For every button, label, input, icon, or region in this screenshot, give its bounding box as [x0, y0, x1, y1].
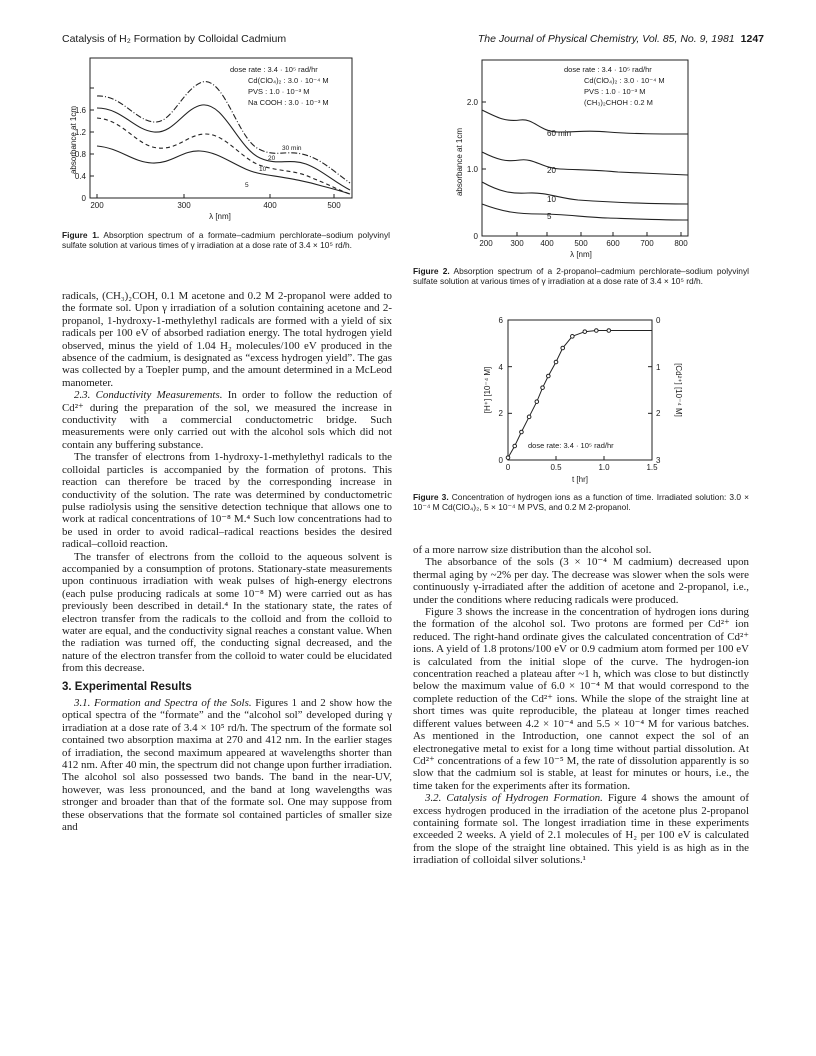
fig1-curve-30min — [97, 82, 350, 183]
fig2-ytick-0: 0 — [473, 232, 478, 241]
paragraph-electron-transfer: The transfer of electrons from 1-hydroxy-1-methylethyl radicals to the colloidal particles is accompanied by the formation of protons. This reaction can therefore be traced by the corresponding increase in conductivity of the solution. The rate was determined by conductometric pulse radiolysis using the sensitive detection technique that allows one to work at radical concentrations of 10⁻⁸ M.⁴ Such low concentrations had to be used in order to avoid radical–radical reactions besides the desired radical–colloid reaction. — [62, 451, 392, 551]
fig1-xtick-1: 300 — [177, 201, 191, 210]
fig1-xtick-3: 500 — [327, 201, 341, 210]
fig3-data-point — [506, 456, 510, 460]
fig2-xtick-4: 600 — [606, 239, 620, 248]
fig2-xtick-3: 500 — [574, 239, 588, 248]
fig1-label-20: 20 — [268, 155, 276, 162]
fig3-ytick-1: 2 — [498, 409, 503, 418]
fig3-data-point — [547, 374, 551, 378]
section-2-3-text: In order to follow the reduction of Cd²⁺ during the preparation of the sol, we measured the increase in conductivity with a commercial conductometric bridge. Such measurements were only carried out with the alcohol sols which did not contain any buffering substance. — [62, 389, 392, 451]
fig2-label-5: 5 — [547, 212, 552, 221]
fig3-data-point — [513, 444, 517, 448]
fig2-label-60min: 60 min — [547, 129, 572, 138]
fig3-xtick-0: 0 — [505, 463, 511, 472]
fig2-xtick-5: 700 — [640, 239, 654, 248]
fig3-data-point — [561, 346, 565, 350]
fig2-legend-2: PVS : 1.0 · 10⁻³ M — [584, 87, 646, 96]
page-number: 1247 — [740, 33, 764, 45]
fig2-legend-1: Cd(ClO₄)₂ : 3.0 · 10⁻⁴ M — [584, 76, 665, 85]
section-3-1-text: Figures 1 and 2 show how the optical spectra of the “formate” and the “alcohol sol” developed during γ irradiation at a dose rate of 3.4 × 10⁵ rd/h. The spectrum of the formate sol contained two absorption maxima at 270 and 412 nm. In the earlier stages of irradiation, the second maximum appeared at wavelengths shorter than 412 nm. After 40 min, the spectrum did not change upon further irradiation. The alcohol sol also possessed two bands. The band in the near-UV, however, was less pronounced, and the band at long wavelengths was stronger and broader than that of the formate sol. One may suppose from these observations that the formate sol contained particles of smaller size and — [62, 697, 392, 834]
fig2-curve-10 — [482, 182, 688, 204]
fig1-xtick-0: 200 — [90, 201, 104, 210]
fig3-xtick-1: 0.5 — [550, 463, 562, 472]
fig1-label-10: 10 — [259, 166, 267, 173]
fig2-label-10: 10 — [547, 195, 556, 204]
figure-3-caption-text: Concentration of hydrogen ions as a function of time. Irradiated solution: 3.0 × 10⁻⁴ M Cd(ClO₄)₂, 5 × 10⁻⁴ M PVS, and 0.2 M 2-propanol. — [413, 492, 750, 513]
figure-3-caption — [413, 492, 749, 512]
fig1-legend-0: dose rate : 3.4 · 10⁵ rad/hr — [230, 65, 318, 74]
section-2-3 — [62, 389, 392, 451]
fig3-data-point — [541, 386, 545, 390]
running-header-title: Catalysis of H₂ Formation by Colloidal Cadmium — [62, 33, 287, 45]
fig1-ytick-1: 0.4 — [74, 172, 86, 181]
section-3-1 — [62, 697, 392, 833]
fig3-ytick-right-3: 3 — [656, 456, 661, 465]
fig1-label-5: 5 — [245, 182, 249, 189]
fig3-ylabel-right: [Cd²⁺] [10⁻⁴ M] — [674, 363, 683, 417]
fig3-ytick-0: 0 — [498, 456, 503, 465]
figure-3-plot — [470, 308, 690, 488]
fig1-curve-20 — [97, 105, 350, 190]
fig3-ytick-right-1: 1 — [656, 363, 661, 372]
paragraph-radicals: radicals, (CH₃)₂COH, 0.1 M acetone and 0.2 M 2-propanol were added to the formate sol. Upon γ irradiation of a solution containing acetone and 2-propanol, 1-hydroxy-1-methylethyl radicals are formed with a yield of six radicals per 100 eV of absorbed radiation energy. The total hydrogen yield observed, minus the yield of 1.04 H₂ molecules/100 eV produced in the absence of the cadmium, is designated as “excess hydrogen yield”. The gas was collected by a Toepler pump, and the amount determined in a McLeod manometer. — [62, 290, 392, 389]
fig3-data-point — [554, 360, 558, 364]
paragraph-absorbance-aging: The absorbance of the sols (3 × 10⁻⁴ M cadmium) decreased upon thermal aging by ~2% per day. The decrease was slower when the sols were continuously γ-irradiated after the addition of acetone and 2-propanol, i.e., under the conditions where reducing radicals were produced. — [413, 556, 749, 606]
figure-2-caption — [413, 266, 749, 286]
fig3-data-point — [607, 329, 611, 333]
fig3-data-point — [583, 330, 587, 334]
section-3-1-title: 3.1. Formation and Spectra of the Sols. — [74, 697, 252, 709]
fig1-legend-1: Cd(ClO₄)₂ : 3.0 · 10⁻⁴ M — [248, 76, 329, 85]
fig3-ytick-right-0: 0 — [656, 316, 661, 325]
fig3-annotation: dose rate: 3.4 · 10⁵ rad/hr — [528, 441, 614, 450]
paragraph-size-distribution: of a more narrow size distribution than the alcohol sol. — [413, 544, 652, 556]
fig3-data-point — [535, 400, 539, 404]
fig2-ylabel: absorbance at 1cm — [455, 127, 464, 197]
fig1-xlabel: λ [nm] — [209, 212, 231, 221]
figure-1-caption-label: Figure 1. — [62, 230, 100, 240]
fig1-ytick-2: 0.8 — [74, 150, 86, 159]
section-3-heading: 3. Experimental Results — [62, 680, 192, 693]
section-3-2 — [413, 792, 749, 866]
fig3-data-point — [527, 415, 531, 419]
section-3-2-title: 3.2. Catalysis of Hydrogen Formation. — [425, 792, 603, 805]
figure-1-caption — [62, 230, 390, 250]
fig2-curve-60min — [482, 110, 688, 134]
figure-2-caption-label: Figure 2. — [413, 266, 450, 276]
running-header-journal — [478, 33, 764, 45]
fig3-ytick-right-2: 2 — [656, 409, 661, 418]
journal-citation: The Journal of Physical Chemistry, Vol. 85, No. 9, 1981 — [477, 33, 735, 45]
fig3-ytick-3: 6 — [498, 316, 503, 325]
fig3-xtick-2: 1.0 — [598, 463, 610, 472]
fig2-xlabel: λ [nm] — [570, 250, 592, 259]
figure-1-plot — [62, 50, 362, 228]
paragraph-figure-3: Figure 3 shows the increase in the concentration of hydrogen ions during the formation of the alcohol sol. Two protons are formed per Cd²⁺ ion reduced. The right-hand ordinate gives the calculated concentration of Cd²⁺ ions. A yield of 1.8 protons/100 eV or 0.9 cadmium atom formed per 100 eV is calculated from the initial slope of the curve. The hydrogen-ion concentration reached a plateau after ~1 h, which was close to but distinctly below the maximum value of 6.0 × 10⁻⁴ M that would correspond to the complete reduction of the Cd²⁺ ions. While the slope of the straight line at short times was quite reproducible, the plateau at longer times reached different values between 4.2 × 10⁻⁴ and 5.5 × 10⁻⁴ M for various batches. As mentioned in the Introduction, one cannot expect the sol of an electronegative metal to exist for a long time without partial dissolution. At Cd²⁺ concentrations of a few 10⁻⁵ M, the rate of dissolution apparently is so slow that the cadmium sol is stable, at least for minutes or hours, i.e., the time taken for the experiments after its formation. — [413, 606, 749, 792]
fig1-ytick-0: 0 — [81, 194, 86, 203]
fig3-ylabel: [H⁺] [10⁻⁴ M] — [483, 366, 492, 414]
fig1-ylabel: absorbance at 1cm — [69, 105, 78, 175]
fig3-data-point — [571, 335, 575, 339]
fig2-curve-20 — [482, 152, 688, 175]
fig2-xtick-1: 300 — [510, 239, 524, 248]
figure-3 — [470, 308, 690, 488]
fig2-legend-3: (CH₃)₂CHOH : 0.2 M — [584, 98, 653, 107]
fig2-xtick-2: 400 — [540, 239, 554, 248]
section-2-3-title: 2.3. Conductivity Measurements. — [74, 389, 223, 402]
left-column-text — [62, 290, 392, 833]
fig2-xtick-6: 800 — [674, 239, 688, 248]
paragraph-stationary-state: The transfer of electrons from the colloid to the aqueous solvent is accompanied by a consumption of protons. Stationary-state measurements upon continuous irradiation with weak pulses of high-energy electrons (each pulse producing radicals at some 10⁻⁸ M) were carried out as has previously been described in detail.⁴ In the stationary state, the rates of electron transfer from the radicals to the colloid and from the colloid to water are equal, and the conductivity signal reaches a constant value. When the radiation was turned off, the conducting signal decreased, and the nature of the electron transfer from the colloid to water could be elucidated from this decrease. — [62, 550, 392, 675]
fig1-ytick-3: 1.2 — [74, 128, 86, 137]
fig3-xlabel: t [hr] — [571, 475, 589, 484]
figure-1 — [62, 50, 362, 228]
fig2-curve-5 — [482, 204, 688, 220]
fig3-data-point — [520, 430, 524, 434]
section-3-2-text: Figure 4 shows the amount of excess hydrogen produced in the irradiation of the acetone plus 2-propanol containing formate sol. The longest irradiation time in these experiments exceeded 2 weeks. A yield of 2.1 molecules of H₂ per 100 eV is calculated from the slope of the straight line obtained. This yield is as high as in the irradiation of colloidal silver solutions.¹ — [413, 792, 749, 867]
fig2-xtick-0: 200 — [479, 239, 493, 248]
fig3-xtick-3: 1.5 — [646, 463, 658, 472]
fig2-ytick-1: 1.0 — [466, 165, 478, 174]
fig1-label-30min: 30 min — [282, 145, 302, 152]
figure-1-caption-text: Absorption spectrum of a formate–cadmium perchlorate–sodium polyvinyl sulfate solution at various times of γ irradiation at a dose rate of 3.4 × 10⁵ rd/h. — [62, 230, 390, 251]
fig1-xtick-2: 400 — [263, 201, 277, 210]
fig3-data-point — [595, 329, 599, 333]
right-column-text — [413, 544, 749, 867]
fig3-series-line — [508, 331, 652, 458]
fig1-ytick-4: 1.6 — [74, 106, 86, 115]
fig1-curve-5 — [97, 146, 350, 194]
figure-2-caption-text: Absorption spectrum of a 2-propanol–cadmium perchlorate–sodium polyvinyl sulfate solution at various times of γ irradiation at a dose rate of 3.4 × 10⁵ rd/h. — [413, 266, 750, 287]
fig2-legend-0: dose rate : 3.4 · 10⁵ rad/hr — [564, 65, 652, 74]
figure-2 — [448, 52, 708, 262]
fig2-label-20: 20 — [547, 166, 556, 175]
fig1-legend-2: PVS : 1.0 · 10⁻³ M — [248, 87, 310, 96]
fig1-curve-10 — [97, 118, 350, 194]
fig3-ytick-2: 4 — [498, 363, 503, 372]
figure-2-plot — [448, 52, 708, 262]
figure-3-caption-label: Figure 3. — [413, 492, 449, 502]
fig1-legend-3: Na COOH : 3.0 · 10⁻³ M — [248, 98, 329, 107]
fig2-ytick-2: 2.0 — [466, 98, 478, 107]
